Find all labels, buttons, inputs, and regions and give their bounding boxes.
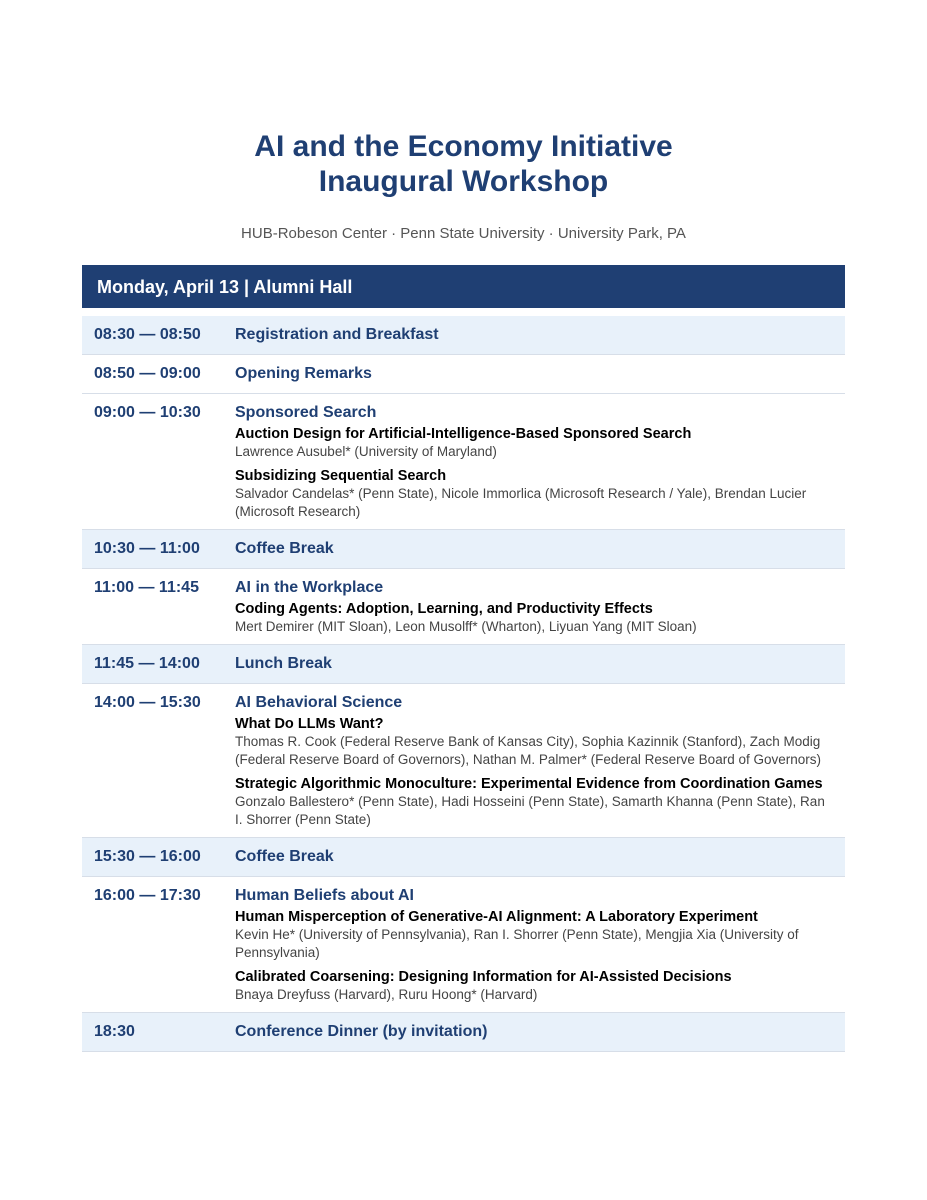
session-title: Conference Dinner (by invitation)	[235, 1023, 488, 1040]
session-content	[235, 538, 845, 560]
paper-title: Strategic Algorithmic Monoculture: Experimental Evidence from Coordination Games	[235, 776, 823, 792]
schedule-row	[82, 684, 845, 838]
schedule-row	[82, 355, 845, 394]
schedule-row	[82, 1013, 845, 1052]
title-line-2: Inaugural Workshop	[318, 165, 609, 198]
schedule-table	[82, 316, 845, 1052]
day-header: Monday, April 13 | Alumni Hall	[82, 265, 845, 308]
session-title: Lunch Break	[235, 655, 332, 672]
paper-title: Calibrated Coarsening: Designing Information for AI-Assisted Decisions	[235, 969, 732, 985]
time-slot: 11:00 — 11:45	[94, 579, 199, 596]
schedule-row	[82, 394, 845, 530]
paper-title: Auction Design for Artificial-Intelligence-Based Sponsored Search	[235, 426, 692, 442]
session-title: Opening Remarks	[235, 365, 372, 382]
schedule-row	[82, 838, 845, 877]
schedule-row	[82, 569, 845, 645]
paper-entry	[235, 715, 835, 769]
paper-title: What Do LLMs Want?	[235, 716, 384, 732]
session-content	[235, 692, 845, 829]
session-title: AI Behavioral Science	[235, 694, 403, 711]
session-title: Registration and Breakfast	[235, 326, 439, 343]
paper-entry	[235, 425, 835, 461]
schedule-row	[82, 645, 845, 684]
session-content	[235, 363, 845, 385]
session-content	[235, 846, 845, 868]
paper-title: Coding Agents: Adoption, Learning, and Productivity Effects	[235, 601, 653, 617]
paper-title: Human Misperception of Generative-AI Alignment: A Laboratory Experiment	[235, 909, 758, 925]
paper-entry	[235, 600, 835, 636]
schedule-row	[82, 530, 845, 569]
paper-title: Subsidizing Sequential Search	[235, 468, 447, 484]
session-title: Coffee Break	[235, 848, 334, 865]
session-title: Sponsored Search	[235, 404, 377, 421]
time-slot: 10:30 — 11:00	[94, 540, 200, 557]
venue-subtitle: HUB-Robeson Center · Penn State University · University Park, PA	[241, 225, 686, 242]
paper-authors: Gonzalo Ballestero* (Penn State), Hadi Hosseini (Penn State), Samarth Khanna (Penn State), Ran I. Shorrer (Penn State)	[235, 794, 825, 827]
time-slot: 16:00 — 17:30	[94, 887, 201, 904]
title-line-1: AI and the Economy Initiative	[254, 130, 673, 163]
session-content	[235, 402, 845, 521]
session-content	[235, 577, 845, 636]
session-title: Human Beliefs about AI	[235, 887, 414, 904]
time-slot: 18:30	[94, 1023, 135, 1040]
time-slot: 08:30 — 08:50	[94, 326, 201, 343]
paper-entry	[235, 775, 835, 829]
paper-authors: Kevin He* (University of Pennsylvania), Ran I. Shorrer (Penn State), Mengjia Xia (University of Pennsylvania)	[235, 927, 799, 960]
paper-authors: Lawrence Ausubel* (University of Maryland)	[235, 444, 497, 459]
time-slot: 08:50 — 09:00	[94, 365, 201, 382]
session-content	[235, 1021, 845, 1043]
time-slot: 14:00 — 15:30	[94, 694, 201, 711]
schedule-row	[82, 877, 845, 1013]
page-title	[0, 129, 927, 199]
paper-authors: Mert Demirer (MIT Sloan), Leon Musolff* (Wharton), Liyuan Yang (MIT Sloan)	[235, 619, 697, 634]
session-content	[235, 885, 845, 1004]
session-content	[235, 653, 845, 675]
paper-authors: Salvador Candelas* (Penn State), Nicole Immorlica (Microsoft Research / Yale), Brendan Lucier (Microsoft Research)	[235, 486, 807, 519]
time-slot: 11:45 — 14:00	[94, 655, 200, 672]
paper-authors: Bnaya Dreyfuss (Harvard), Ruru Hoong* (Harvard)	[235, 987, 538, 1002]
paper-authors: Thomas R. Cook (Federal Reserve Bank of Kansas City), Sophia Kazinnik (Stanford), Zach Modig (Federal Reserve Board of Governors), Nathan M. Palmer* (Federal Reserve Board of Governors)	[235, 734, 821, 767]
session-title: Coffee Break	[235, 540, 334, 557]
schedule-row	[82, 316, 845, 355]
paper-entry	[235, 908, 835, 962]
paper-entry	[235, 467, 835, 521]
time-slot: 15:30 — 16:00	[94, 848, 201, 865]
paper-entry	[235, 968, 835, 1004]
session-title: AI in the Workplace	[235, 579, 384, 596]
time-slot: 09:00 — 10:30	[94, 404, 201, 421]
session-content	[235, 324, 845, 346]
